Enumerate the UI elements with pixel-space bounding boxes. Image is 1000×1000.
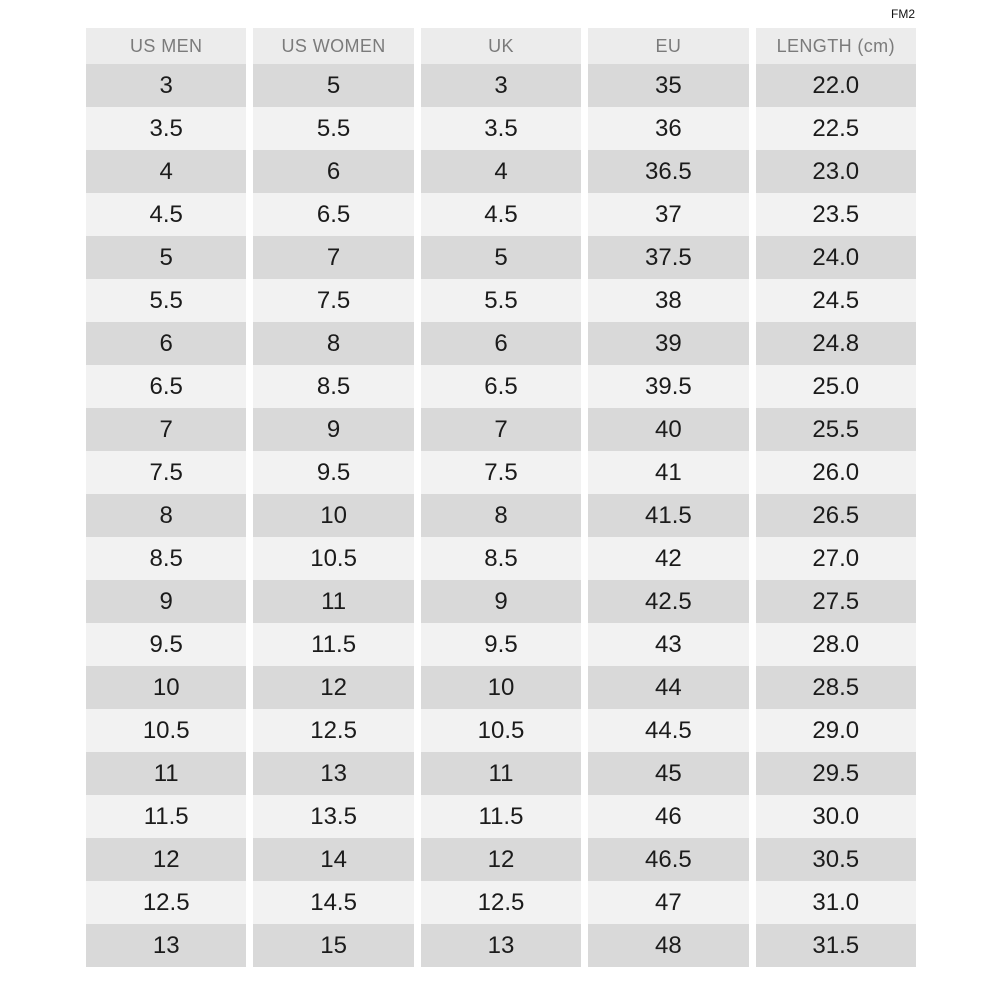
column-header-eu: EU	[588, 28, 748, 64]
size-cell: 24.8	[756, 322, 916, 365]
size-cell: 7	[421, 408, 581, 451]
table-row	[86, 580, 916, 623]
size-cell: 12	[86, 838, 246, 881]
size-cell: 40	[588, 408, 748, 451]
size-cell: 11.5	[421, 795, 581, 838]
size-cell: 29.0	[756, 709, 916, 752]
table-row	[86, 623, 916, 666]
size-cell: 12.5	[253, 709, 413, 752]
column-header-us-men: US MEN	[86, 28, 246, 64]
size-cell: 10	[86, 666, 246, 709]
size-cell: 3	[86, 64, 246, 107]
column-header-us-women: US WOMEN	[253, 28, 413, 64]
size-cell: 31.0	[756, 881, 916, 924]
size-cell: 9.5	[86, 623, 246, 666]
size-cell: 9	[253, 408, 413, 451]
table-row	[86, 494, 916, 537]
size-cell: 5.5	[253, 107, 413, 150]
size-cell: 46	[588, 795, 748, 838]
size-cell: 13	[253, 752, 413, 795]
size-cell: 24.5	[756, 279, 916, 322]
table-row	[86, 322, 916, 365]
table-row	[86, 279, 916, 322]
size-cell: 22.0	[756, 64, 916, 107]
size-cell: 10	[253, 494, 413, 537]
size-cell: 44.5	[588, 709, 748, 752]
size-cell: 37.5	[588, 236, 748, 279]
table-row	[86, 752, 916, 795]
table-row	[86, 537, 916, 580]
size-cell: 42	[588, 537, 748, 580]
size-cell: 7	[86, 408, 246, 451]
size-cell: 36	[588, 107, 748, 150]
size-cell: 27.0	[756, 537, 916, 580]
table-row	[86, 408, 916, 451]
size-cell: 26.5	[756, 494, 916, 537]
table-row	[86, 64, 916, 107]
size-cell: 41.5	[588, 494, 748, 537]
size-cell: 14	[253, 838, 413, 881]
size-cell: 13.5	[253, 795, 413, 838]
size-cell: 11	[253, 580, 413, 623]
size-cell: 7.5	[86, 451, 246, 494]
size-cell: 48	[588, 924, 748, 967]
size-cell: 10.5	[421, 709, 581, 752]
size-cell: 8.5	[86, 537, 246, 580]
size-cell: 6	[86, 322, 246, 365]
size-cell: 5.5	[421, 279, 581, 322]
table-row	[86, 666, 916, 709]
table-body	[86, 64, 916, 967]
size-cell: 14.5	[253, 881, 413, 924]
size-cell: 12.5	[86, 881, 246, 924]
size-cell: 39.5	[588, 365, 748, 408]
table-row	[86, 451, 916, 494]
size-cell: 4	[421, 150, 581, 193]
size-cell: 8	[86, 494, 246, 537]
size-cell: 5.5	[86, 279, 246, 322]
size-cell: 3.5	[86, 107, 246, 150]
size-cell: 12	[253, 666, 413, 709]
size-cell: 39	[588, 322, 748, 365]
size-cell: 41	[588, 451, 748, 494]
size-cell: 7	[253, 236, 413, 279]
column-header-uk: UK	[421, 28, 581, 64]
table-row	[86, 193, 916, 236]
size-cell: 30.0	[756, 795, 916, 838]
size-cell: 26.0	[756, 451, 916, 494]
size-cell: 8.5	[421, 537, 581, 580]
size-cell: 8	[421, 494, 581, 537]
size-cell: 27.5	[756, 580, 916, 623]
size-cell: 10	[421, 666, 581, 709]
size-cell: 9.5	[253, 451, 413, 494]
table-row	[86, 365, 916, 408]
size-cell: 42.5	[588, 580, 748, 623]
size-cell: 7.5	[421, 451, 581, 494]
size-cell: 12.5	[421, 881, 581, 924]
size-cell: 45	[588, 752, 748, 795]
size-cell: 15	[253, 924, 413, 967]
size-cell: 13	[421, 924, 581, 967]
size-cell: 8	[253, 322, 413, 365]
size-cell: 43	[588, 623, 748, 666]
size-cell: 23.5	[756, 193, 916, 236]
size-cell: 13	[86, 924, 246, 967]
size-cell: 11.5	[86, 795, 246, 838]
size-cell: 30.5	[756, 838, 916, 881]
size-cell: 29.5	[756, 752, 916, 795]
chart-code-label: FM2	[891, 7, 915, 21]
size-cell: 47	[588, 881, 748, 924]
size-cell: 12	[421, 838, 581, 881]
size-cell: 24.0	[756, 236, 916, 279]
size-cell: 25.0	[756, 365, 916, 408]
size-cell: 4.5	[86, 193, 246, 236]
size-cell: 4.5	[421, 193, 581, 236]
size-cell: 35	[588, 64, 748, 107]
size-cell: 6	[253, 150, 413, 193]
table-row	[86, 838, 916, 881]
column-header-length-cm: LENGTH (cm)	[756, 28, 916, 64]
size-cell: 11.5	[253, 623, 413, 666]
size-cell: 11	[421, 752, 581, 795]
size-cell: 37	[588, 193, 748, 236]
size-cell: 3.5	[421, 107, 581, 150]
size-cell: 38	[588, 279, 748, 322]
size-cell: 5	[421, 236, 581, 279]
table-header-row	[86, 28, 916, 64]
size-cell: 8.5	[253, 365, 413, 408]
size-cell: 28.5	[756, 666, 916, 709]
table-row	[86, 924, 916, 967]
table-row	[86, 795, 916, 838]
size-cell: 9.5	[421, 623, 581, 666]
size-cell: 31.5	[756, 924, 916, 967]
size-cell: 3	[421, 64, 581, 107]
table-row	[86, 107, 916, 150]
size-cell: 6.5	[86, 365, 246, 408]
size-cell: 46.5	[588, 838, 748, 881]
size-cell: 36.5	[588, 150, 748, 193]
size-cell: 28.0	[756, 623, 916, 666]
size-cell: 10.5	[86, 709, 246, 752]
size-cell: 6.5	[421, 365, 581, 408]
size-conversion-table	[86, 28, 916, 967]
size-cell: 25.5	[756, 408, 916, 451]
size-cell: 9	[86, 580, 246, 623]
size-cell: 11	[86, 752, 246, 795]
size-cell: 7.5	[253, 279, 413, 322]
size-cell: 6	[421, 322, 581, 365]
size-cell: 5	[253, 64, 413, 107]
table-row	[86, 236, 916, 279]
size-cell: 23.0	[756, 150, 916, 193]
size-cell: 6.5	[253, 193, 413, 236]
table-row	[86, 709, 916, 752]
table-row	[86, 881, 916, 924]
table-row	[86, 150, 916, 193]
size-cell: 44	[588, 666, 748, 709]
size-cell: 9	[421, 580, 581, 623]
size-cell: 4	[86, 150, 246, 193]
size-cell: 22.5	[756, 107, 916, 150]
size-cell: 10.5	[253, 537, 413, 580]
size-cell: 5	[86, 236, 246, 279]
